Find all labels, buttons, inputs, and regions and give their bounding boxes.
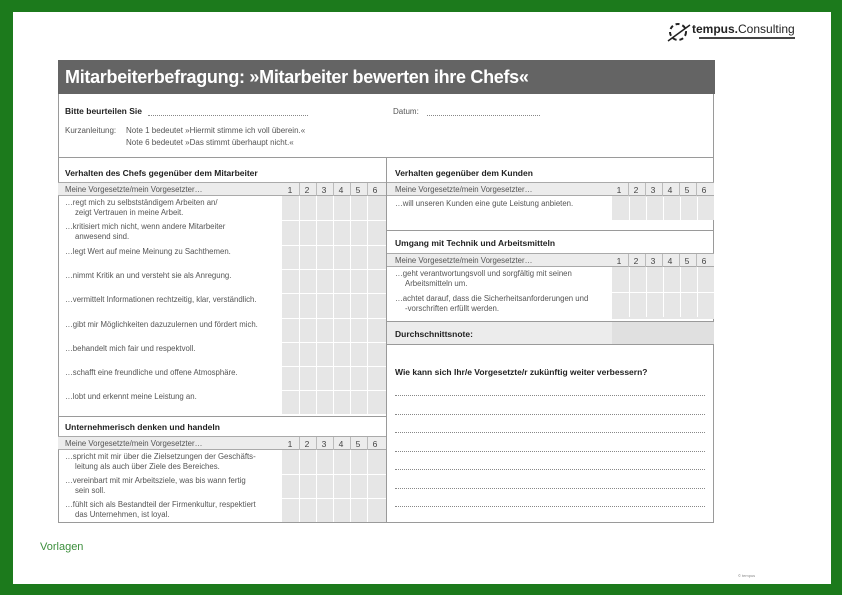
grid-row-separator (282, 293, 386, 294)
question-item (65, 222, 225, 242)
row-header-label: Meine Vorgesetzte/mein Vorgesetzter… (65, 185, 203, 194)
grid-cell-separator (299, 196, 300, 415)
scale-number-5: 5 (355, 439, 361, 449)
question-line: das Unternehmen, ist loyal. (75, 510, 170, 519)
scale-separator (367, 437, 368, 451)
scale-separator (367, 183, 368, 197)
scale-number-1: 1 (287, 185, 293, 195)
grid-row-separator (282, 498, 386, 499)
question-line: …geht verantwortungsvoll und sorgfältig mit seinen (395, 269, 572, 278)
question-item (395, 199, 573, 209)
rate-label: Bitte beurteilen Sie (65, 106, 142, 116)
date-field[interactable] (427, 115, 540, 116)
grid-row-separator (282, 269, 386, 270)
grid-cell-separator (333, 196, 334, 415)
answer-line[interactable] (395, 506, 705, 507)
question-line: anwesend sind. (75, 232, 130, 242)
grid-cell-separator (299, 450, 300, 522)
row-header-label: Meine Vorgesetzte/mein Vorgesetzter… (65, 439, 203, 448)
scale-separator (679, 254, 680, 268)
scale-number-1: 1 (616, 256, 622, 266)
question-line: Arbeitsmitteln um. (405, 279, 468, 288)
divider (58, 416, 386, 417)
section-title-unternehmerisch: Unternehmerisch denken und handeln (65, 422, 220, 432)
divider (387, 344, 714, 345)
question-item (395, 294, 588, 314)
answer-line[interactable] (395, 469, 705, 470)
grid-cell-separator (629, 197, 630, 221)
grid-row-separator (282, 474, 386, 475)
grid-row-separator (282, 390, 386, 391)
rate-name-field[interactable] (148, 115, 308, 116)
grid-cell-separator (646, 197, 647, 221)
section-title-verhalten-chef: Verhalten des Chefs gegenüber dem Mitarbeiter (65, 168, 258, 178)
scale-separator (679, 183, 680, 197)
scale-separator (645, 254, 646, 268)
answer-line[interactable] (395, 395, 705, 396)
grid-cell-separator (316, 450, 317, 522)
question-line: …fühlt sich als Bestandteil der Firmenkultur, respektiert (65, 500, 256, 509)
scale-number-2: 2 (304, 185, 310, 195)
average-label: Durchschnittsnote: (395, 329, 473, 339)
grid-cell-separator (350, 450, 351, 522)
answer-line[interactable] (395, 414, 705, 415)
question-item (65, 271, 231, 281)
question-item (65, 247, 231, 257)
scale-number-2: 2 (633, 256, 639, 266)
question-line: …gibt mir Möglichkeiten dazuzulernen und fördert mich. (65, 319, 258, 329)
question-line: …will unseren Kunden eine gute Leistung anbieten. (395, 199, 574, 208)
scale-number-1: 1 (616, 185, 622, 195)
scale-number-6: 6 (372, 439, 378, 449)
row-header-label: Meine Vorgesetzte/mein Vorgesetzter… (395, 256, 533, 265)
scale-number-4: 4 (338, 439, 344, 449)
scale-number-1: 1 (287, 439, 293, 449)
answer-line[interactable] (395, 432, 705, 433)
question-line: sein soll. (75, 486, 106, 495)
question-line: …legt Wert auf meine Meinung zu Sachthemen. (65, 246, 231, 256)
question-item (65, 320, 258, 330)
grid-row-separator (282, 318, 386, 319)
grid-row-separator (282, 366, 386, 367)
note6-text: Note 6 bedeutet »Das stimmt überhaupt nicht.« (126, 138, 294, 147)
grid-cell-separator (663, 267, 664, 317)
grid-cell-separator (350, 196, 351, 415)
section-title-technik: Umgang mit Technik und Arbeitsmitteln (395, 238, 556, 248)
scale-number-6: 6 (701, 185, 707, 195)
scale-separator (316, 437, 317, 451)
scale-number-2: 2 (633, 185, 639, 195)
scale-number-5: 5 (355, 185, 361, 195)
scale-number-2: 2 (304, 439, 310, 449)
scale-number-4: 4 (667, 185, 673, 195)
question-line: …vereinbart mit mir Arbeitsziele, was bis wann fertig (65, 476, 246, 485)
question-item (65, 392, 197, 402)
question-line: …spricht mit mir über die Zielsetzungen der Geschäfts- (65, 452, 256, 461)
logo-wordmark: tempus.Consulting (692, 22, 795, 36)
scale-number-3: 3 (650, 185, 656, 195)
question-item (65, 476, 246, 496)
question-line: -vorschriften erfüllt werden. (405, 304, 500, 313)
question-line: …kritisiert mich nicht, wenn andere Mitarbeiter (65, 222, 226, 232)
scale-number-5: 5 (684, 256, 690, 266)
grid-cell-separator (663, 197, 664, 221)
divider (387, 230, 714, 231)
date-label: Datum: (393, 107, 419, 116)
scale-number-5: 5 (684, 185, 690, 195)
scale-separator (333, 437, 334, 451)
note1-text: Note 1 bedeutet »Hiermit stimme ich voll überein.« (126, 126, 306, 135)
scale-separator (628, 183, 629, 197)
watermark-text: Vorlagen (40, 541, 84, 553)
question-line: …vermittelt Informationen rechtzeitig, klar, verständlich. (65, 295, 257, 305)
logo-tagline-bar (699, 37, 795, 39)
answer-line[interactable] (395, 451, 705, 452)
question-line: …nimmt Kritik an und versteht sie als Anregung. (65, 270, 232, 280)
rating-grid-verhalten-chef[interactable] (282, 196, 386, 414)
scale-separator (299, 437, 300, 451)
scale-number-3: 3 (321, 439, 327, 449)
grid-cell-separator (333, 450, 334, 522)
scale-separator (662, 254, 663, 268)
grid-cell-separator (680, 267, 681, 317)
footer-note: © tempus (738, 573, 756, 578)
row-header-label: Meine Vorgesetzte/mein Vorgesetzter… (395, 185, 533, 194)
grid-cell-separator (697, 267, 698, 317)
grid-row-separator (282, 220, 386, 221)
average-field[interactable] (612, 322, 714, 344)
scale-number-3: 3 (650, 256, 656, 266)
question-line: …achtet darauf, dass die Sicherheitsanforderungen und (395, 294, 589, 303)
scale-number-6: 6 (372, 185, 378, 195)
grid-cell-separator (680, 197, 681, 221)
answer-line[interactable] (395, 488, 705, 489)
scale-separator (696, 254, 697, 268)
page-title: Mitarbeiterbefragung: »Mitarbeiter bewerten ihre Chefs« (58, 60, 715, 94)
question-line: …behandelt mich fair und respektvoll. (65, 343, 196, 353)
scale-separator (350, 183, 351, 197)
scale-separator (628, 254, 629, 268)
scale-separator (316, 183, 317, 197)
scale-separator (662, 183, 663, 197)
scale-separator (350, 437, 351, 451)
grid-cell-separator (367, 196, 368, 415)
scale-number-3: 3 (321, 185, 327, 195)
grid-cell-separator (316, 196, 317, 415)
section-title-kunden: Verhalten gegenüber dem Kunden (395, 168, 533, 178)
scale-separator (333, 183, 334, 197)
grid-row-separator (282, 245, 386, 246)
grid-cell-separator (697, 197, 698, 221)
question-item (65, 368, 238, 378)
scale-number-4: 4 (338, 185, 344, 195)
scale-separator (696, 183, 697, 197)
grid-row-separator (282, 342, 386, 343)
rating-grid-unternehmerisch[interactable] (282, 450, 386, 522)
question-line: …schafft eine freundliche und offene Atmosphäre. (65, 368, 238, 378)
question-item (65, 452, 256, 472)
question-line: …regt mich zu selbstständigem Arbeiten an/ (65, 198, 218, 207)
question-line: leitung als auch über Ziele des Bereiches. (75, 462, 220, 471)
grid-cell-separator (629, 267, 630, 317)
improve-question: Wie kann sich Ihr/e Vorgesetzte/r zukünftig weiter verbessern? (395, 367, 648, 377)
scale-number-4: 4 (667, 256, 673, 266)
question-item (65, 344, 195, 354)
question-line: zeigt Vertrauen in meine Arbeit. (75, 208, 184, 217)
question-item (395, 269, 572, 289)
question-item (65, 198, 218, 218)
question-line: …lobt und erkennt meine Leistung an. (65, 392, 197, 402)
grid-cell-separator (646, 267, 647, 317)
scale-number-6: 6 (701, 256, 707, 266)
grid-cell-separator (367, 450, 368, 522)
scale-separator (299, 183, 300, 197)
question-item (65, 500, 256, 520)
question-item (65, 295, 257, 305)
scale-separator (645, 183, 646, 197)
short-instructions-label: Kurzanleitung: (65, 126, 117, 135)
